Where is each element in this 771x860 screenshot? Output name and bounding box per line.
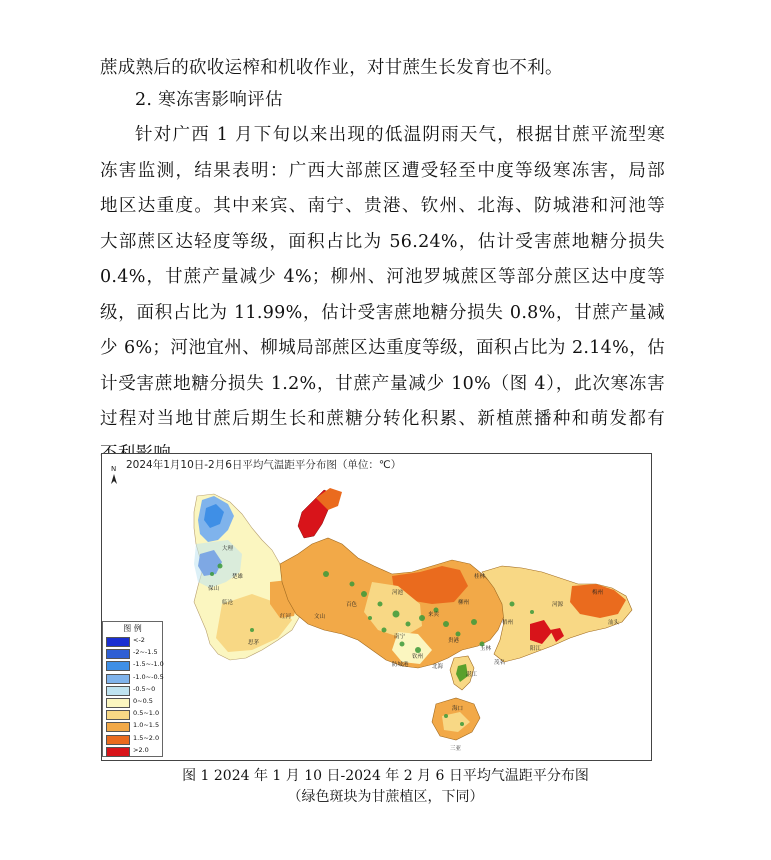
place-label: 百色 <box>346 602 358 608</box>
place-label: 临沧 <box>222 600 234 606</box>
place-label: 楚雄 <box>232 574 244 580</box>
legend-label: 0.5~1.0 <box>133 709 160 718</box>
legend-title: 图 例 <box>123 624 142 633</box>
legend-swatch <box>106 698 130 708</box>
legend-swatch <box>106 710 130 720</box>
paragraph-line-5: 地区达重度。其中来宾、南宁、贵港、钦州、北海、防城港和河池等 <box>100 196 665 216</box>
place-label: 梧州 <box>502 620 514 626</box>
legend-swatch <box>106 722 130 732</box>
paragraph-line-4: 冻害监测，结果表明：广西大部蔗区遭受轻至中度等级寒冻害，局部 <box>100 161 665 181</box>
legend-item <box>103 672 162 684</box>
legend-item <box>103 733 162 745</box>
section-heading: 2. 寒冻害影响评估 <box>135 90 283 110</box>
legend-label: <-2 <box>133 636 145 644</box>
place-label: 玉林 <box>480 646 492 652</box>
legend-label: -2~-1.5 <box>133 648 158 657</box>
figure-caption: 图 1 2024 年 1 月 10 日-2024 年 2 月 6 日平均气温距平分布图 <box>182 768 589 784</box>
legend-swatch <box>106 661 130 671</box>
paragraph-line-1: 蔗成熟后的砍收运榨和机收作业，对甘蔗生长发育也不利。 <box>100 58 563 78</box>
map-figure <box>101 453 652 761</box>
place-label: 河池 <box>392 590 404 596</box>
temperature-anomaly-map <box>102 454 651 760</box>
place-label: 贵港 <box>448 638 460 644</box>
legend-item <box>103 696 162 708</box>
legend-swatch <box>106 674 130 684</box>
place-label: 来宾 <box>428 612 440 618</box>
paragraph-line-9: 少 6%；河池宜州、柳城局部蔗区达重度等级，面积占比为 2.14%，估 <box>100 338 665 358</box>
legend-item <box>103 708 162 720</box>
place-label: 汕头 <box>608 620 620 626</box>
place-label: 梅州 <box>592 590 604 596</box>
figure-caption-note: （绿色斑块为甘蔗植区，下同） <box>287 789 484 805</box>
legend-item <box>103 647 162 659</box>
place-label: 茂名 <box>494 660 506 666</box>
map-legend <box>102 621 163 757</box>
legend-swatch <box>106 637 130 647</box>
legend-item <box>103 659 162 671</box>
north-arrow-icon <box>111 465 117 484</box>
place-label: 红河 <box>280 614 292 620</box>
legend-label: -0.5~0 <box>133 684 156 693</box>
legend-item <box>103 635 162 647</box>
legend-label: 0~0.5 <box>133 696 153 705</box>
place-label: 湛江 <box>466 672 478 678</box>
paragraph-line-6: 大部蔗区达轻度等级，面积占比为 56.24%，估计受害蔗地糖分损失 <box>100 232 665 252</box>
legend-swatch <box>106 735 130 745</box>
legend-label: 1.5~2.0 <box>133 733 160 742</box>
place-label: 防城港 <box>392 662 409 668</box>
legend-label: -1.5~-1.0 <box>133 660 164 669</box>
north-label: N <box>111 465 117 473</box>
legend-item <box>103 684 162 696</box>
paragraph-line-10: 计受害蔗地糖分损失 1.2%，甘蔗产量减少 10%（图 4），此次寒冻害 <box>100 374 665 394</box>
paragraph-line-8: 级，面积占比为 11.99%，估计受害蔗地糖分损失 0.8%，甘蔗产量减 <box>100 303 665 323</box>
legend-label: 1.0~1.5 <box>133 721 160 730</box>
legend-swatch <box>106 747 130 757</box>
paragraph-line-3: 针对广西 1 月下旬以来出现的低温阴雨天气，根据甘蔗平流型寒 <box>135 125 665 145</box>
legend-swatch <box>106 649 130 659</box>
place-label: 桂林 <box>474 574 486 580</box>
place-label: 阳江 <box>530 646 542 652</box>
paragraph-line-7: 0.4%，甘蔗产量减少 4%；柳州、河池罗城蔗区等部分蔗区达中度等 <box>100 267 665 287</box>
legend-item <box>103 745 162 757</box>
place-label: 思茅 <box>248 640 260 646</box>
place-label: 大理 <box>222 546 234 552</box>
place-label: 海口 <box>452 706 464 712</box>
place-label: 柳州 <box>458 600 470 606</box>
place-label: 三亚 <box>450 746 462 752</box>
place-label: 保山 <box>208 586 220 592</box>
place-label: 南宁 <box>394 634 406 640</box>
map-title: 2024年1月10日-2月6日平均气温距平分布图（单位：℃） <box>126 459 402 471</box>
legend-swatch <box>106 686 130 696</box>
legend-label: >2.0 <box>133 745 149 754</box>
legend-item <box>103 720 162 732</box>
place-label: 北海 <box>432 664 444 670</box>
place-label: 文山 <box>314 614 326 620</box>
paragraph-line-11: 过程对当地甘蔗后期生长和蔗糖分转化积累、新植蔗播种和萌发都有 <box>100 409 665 429</box>
place-label: 钦州 <box>412 654 424 660</box>
legend-label: -1.0~-0.5 <box>133 672 164 681</box>
place-label: 河源 <box>552 602 564 608</box>
